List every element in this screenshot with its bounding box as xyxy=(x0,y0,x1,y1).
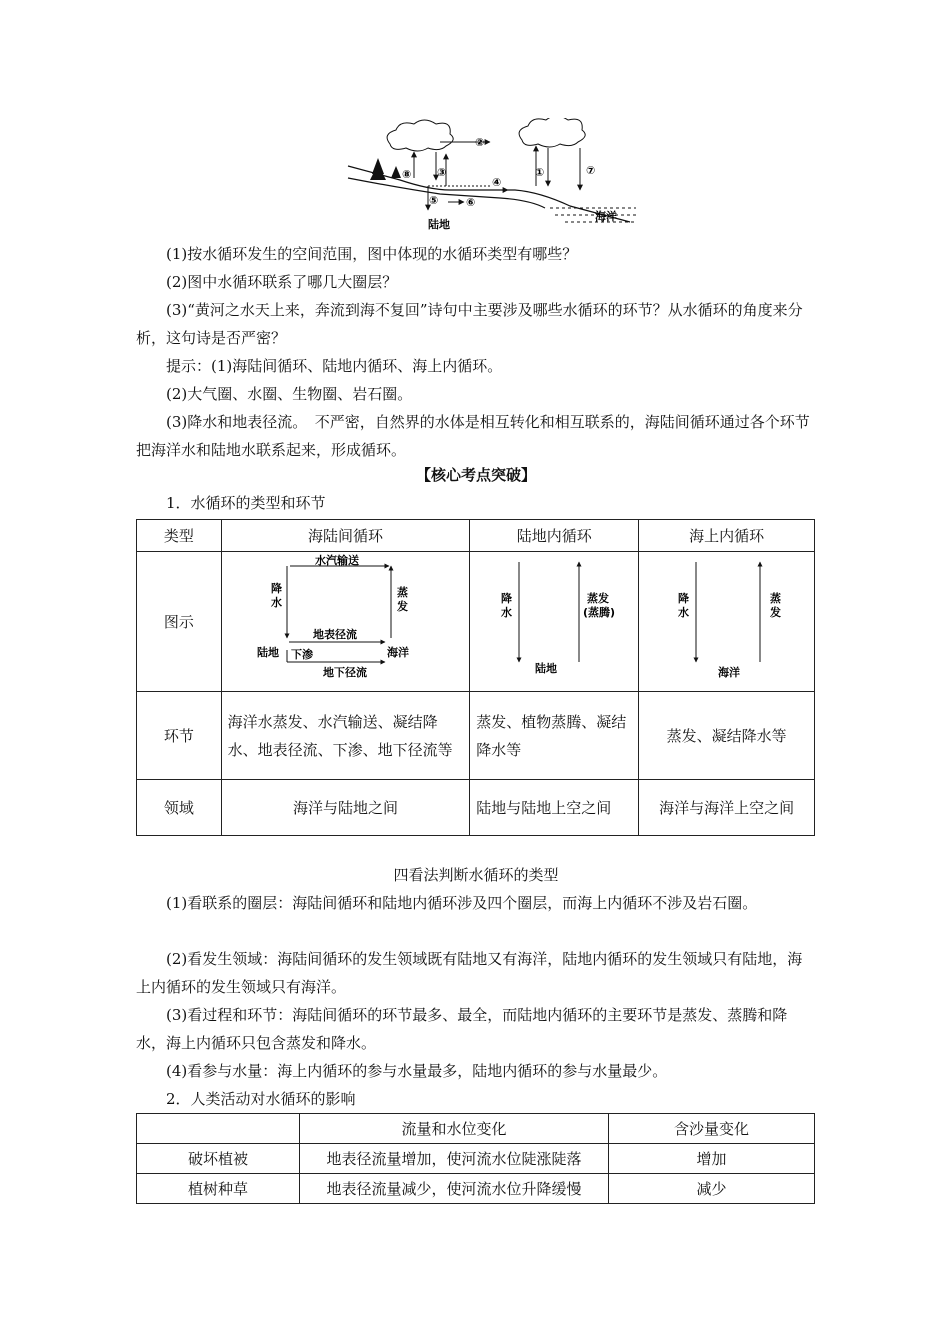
cell: 减少 xyxy=(609,1174,815,1204)
cycle-types-table xyxy=(136,519,815,836)
diagram-label: ② xyxy=(475,136,485,149)
header-cell: 含沙量变化 xyxy=(609,1114,815,1144)
row-label: 领域 xyxy=(137,780,222,836)
label: 蒸 xyxy=(769,592,781,605)
question-1: (1)按水循环发生的空间范围，图中体现的水循环类型有哪些？ xyxy=(166,245,578,263)
label: 陆地 xyxy=(535,662,558,675)
tree-icon xyxy=(391,166,401,178)
sea-cycle-diagram xyxy=(652,552,802,682)
header-cell xyxy=(137,1114,300,1144)
cloud-icon xyxy=(519,118,585,147)
judgment-2: (2)看发生领域：海陆间循环的发生领域既有陆地又有海洋，陆地内循环的发生领域只有陆地，海上内循环的发生领域只有海洋。 xyxy=(136,950,803,996)
area-cell: 海洋与海洋上空之间 xyxy=(639,780,815,836)
header-cell: 陆地内循环 xyxy=(470,520,639,552)
diagram-cell xyxy=(221,552,470,692)
area-cell: 海洋与陆地之间 xyxy=(221,780,470,836)
sub-title: 四看法判断水循环的类型 xyxy=(393,866,559,884)
header-cell: 海上内循环 xyxy=(639,520,815,552)
cell: 地表径流量增加，使河流水位陡涨陡落 xyxy=(300,1144,609,1174)
diagram-cell xyxy=(639,552,815,692)
label: 地下径流 xyxy=(323,666,368,679)
label: 降 xyxy=(677,592,689,605)
diagram-label: ⑦ xyxy=(586,164,596,177)
label: 水 xyxy=(501,606,513,619)
label: 蒸 xyxy=(397,586,409,599)
hint-1: 提示：(1)海陆间循环、陆地内循环、海上内循环。 xyxy=(166,357,503,375)
hint-3: (3)降水和地表径流。 不严密，自然界的水体是相互转化和相互联系的，海陆间循环通过各个环节把海洋水和陆地水联系起来，形成循环。 xyxy=(136,413,810,459)
hint-2: (2)大气圈、水圈、生物圈、岩石圈。 xyxy=(166,385,413,403)
label: 陆地 xyxy=(257,646,280,659)
label: 海洋 xyxy=(717,666,740,679)
land-sea-cycle-diagram xyxy=(255,552,435,682)
area-cell: 陆地与陆地上空之间 xyxy=(470,780,639,836)
judgment-1: (1)看联系的圈层：海陆间循环和陆地内循环涉及四个圈层，而海上内循环不涉及岩石圈。 xyxy=(166,894,758,912)
tree-icon xyxy=(370,158,386,180)
diagram-cell xyxy=(470,552,639,692)
cloud-icon xyxy=(387,120,453,151)
header-cell: 类型 xyxy=(137,520,222,552)
header-cell: 海陆间循环 xyxy=(221,520,470,552)
judgment-3: (3)看过程和环节：海陆间循环的环节最多、最全，而陆地内循环的主要环节是蒸发、蒸腾和降水，海上内循环只包含蒸发和降水。 xyxy=(136,1006,788,1052)
cell: 地表径流量减少，使河流水位升降缓慢 xyxy=(300,1174,609,1204)
label: 发 xyxy=(397,600,409,613)
label: 水 xyxy=(677,606,689,619)
links-cell: 蒸发、凝结降水等 xyxy=(639,692,815,780)
land-cycle-diagram xyxy=(479,552,629,682)
cell: 植树种草 xyxy=(137,1174,300,1204)
label: 水 xyxy=(271,596,283,609)
diagram-label: ① xyxy=(535,166,545,179)
cell: 增加 xyxy=(609,1144,815,1174)
diagram-label: ⑤ xyxy=(429,194,439,207)
header-cell: 流量和水位变化 xyxy=(300,1114,609,1144)
links-cell: 蒸发、植物蒸腾、凝结降水等 xyxy=(470,692,639,780)
row-label: 环节 xyxy=(137,692,222,780)
water-cycle-diagram xyxy=(340,118,645,240)
table-row xyxy=(137,1144,815,1174)
question-2: (2)图中水循环联系了哪几大圈层？ xyxy=(166,273,398,291)
diagram-label: ⑧ xyxy=(402,168,412,181)
heading-2: 2．人类活动对水循环的影响 xyxy=(166,1090,356,1108)
table-row xyxy=(137,1174,815,1204)
row-label: 图示 xyxy=(137,552,222,692)
label: 地表径流 xyxy=(313,628,358,641)
label: 水汽输送 xyxy=(315,554,360,567)
diagram-ocean-label: 海洋 xyxy=(595,210,617,223)
diagram-label: ③ xyxy=(437,166,447,179)
judgment-4: (4)看参与水量：海上内循环的参与水量最多，陆地内循环的参与水量最少。 xyxy=(166,1062,668,1080)
links-cell: 海洋水蒸发、水汽输送、凝结降水、地表径流、下渗、地下径流等 xyxy=(221,692,470,780)
section-title: 【核心考点突破】 xyxy=(415,466,536,484)
label: 下渗 xyxy=(291,648,314,661)
diagram-label: ⑥ xyxy=(466,196,476,209)
label: 降 xyxy=(501,592,513,605)
human-impact-table xyxy=(136,1113,815,1204)
label: 蒸发 xyxy=(587,592,610,605)
diagram-land-label: 陆地 xyxy=(428,218,450,231)
question-3: (3)“黄河之水天上来，奔流到海不复回”诗句中主要涉及哪些水循环的环节？从水循环的角度来分析，这句诗是否严密？ xyxy=(136,301,803,347)
label: (蒸腾) xyxy=(583,606,616,619)
label: 海洋 xyxy=(387,646,410,659)
label: 发 xyxy=(769,606,781,619)
label: 降 xyxy=(271,582,283,595)
heading-1: 1．水循环的类型和环节 xyxy=(166,494,326,512)
diagram-label: ④ xyxy=(492,176,502,189)
cell: 破坏植被 xyxy=(137,1144,300,1174)
